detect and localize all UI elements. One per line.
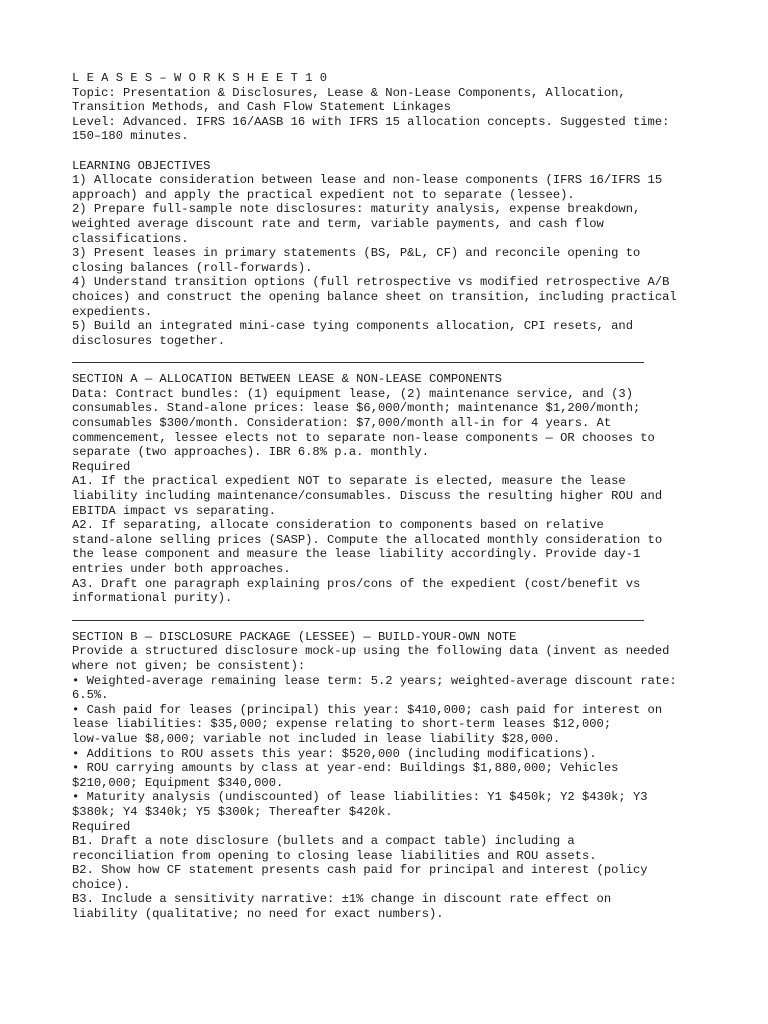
objectives-line: 1) Allocate consideration between lease and non-lease components (IFRS 16/IFRS 15 [72, 173, 663, 188]
objectives-line: disclosures together. [72, 333, 225, 348]
section-a-line: informational purity). [72, 591, 233, 606]
section-b-line: B3. Include a sensitivity narrative: ±1% change in discount rate effect on [72, 892, 612, 907]
section-b [72, 630, 712, 922]
section-divider [72, 620, 644, 621]
objectives-line: 3) Present leases in primary statements (BS, P&L, CF) and reconcile opening to [72, 246, 641, 261]
objectives-line: expedients. [72, 304, 153, 319]
section-a-heading: SECTION A — ALLOCATION BETWEEN LEASE & NON-LEASE COMPONENTS [72, 372, 502, 387]
section-a-line: A3. Draft one paragraph explaining pros/cons of the expedient (cost/benefit vs [72, 576, 641, 591]
section-a-line: liability including maintenance/consumables. Discuss the resulting higher ROU and [72, 489, 663, 504]
section-b-line: low-value $8,000; variable not included in lease liability $28,000. [72, 731, 561, 746]
level-line-2: 150–180 minutes. [72, 129, 189, 144]
section-b-heading: SECTION B — DISCLOSURE PACKAGE (LESSEE) — BUILD-YOUR-OWN NOTE [72, 629, 517, 644]
section-a [72, 372, 712, 606]
topic-line-1: Topic: Presentation & Disclosures, Lease & Non-Lease Components, Allocation, [72, 85, 626, 100]
section-b-line: • Weighted-average remaining lease term: 5.2 years; weighted-average discount rate: [72, 673, 677, 688]
section-b-line: • Cash paid for leases (principal) this year: $410,000; cash paid for interest on [72, 702, 663, 717]
section-b-line: • ROU carrying amounts by class at year-end: Buildings $1,880,000; Vehicles [72, 761, 619, 776]
section-b-line: Provide a structured disclosure mock-up using the following data (invent as needed [72, 644, 670, 659]
section-a-line: separate (two approaches). IBR 6.8% p.a. monthly. [72, 445, 429, 460]
section-b-line: • Additions to ROU assets this year: $520,000 (including modifications). [72, 746, 597, 761]
section-a-line: stand-alone selling prices (SASP). Compute the allocated monthly consideration to [72, 532, 663, 547]
section-b-line: B2. Show how CF statement presents cash paid for principal and interest (policy [72, 863, 648, 878]
objectives-line: weighted average discount rate and term, variable payments, and cash flow [72, 216, 604, 231]
worksheet-page [72, 71, 712, 922]
objectives-line: 5) Build an integrated mini-case tying components allocation, CPI resets, and [72, 319, 633, 334]
section-b-line: liability (qualitative; no need for exact numbers). [72, 907, 444, 922]
learning-objectives [72, 159, 712, 349]
section-a-required: Required [72, 459, 131, 474]
section-b-line: 6.5%. [72, 688, 109, 703]
objectives-line: approach) and apply the practical expedient not to separate (lessee). [72, 187, 575, 202]
worksheet-title: L E A S E S – W O R K S H E E T 1 0 [72, 71, 327, 85]
section-divider [72, 362, 644, 363]
section-a-line: Data: Contract bundles: (1) equipment lease, (2) maintenance service, and (3) [72, 386, 633, 401]
section-a-line: A2. If separating, allocate consideration to components based on relative [72, 518, 604, 533]
worksheet-header [72, 71, 712, 144]
section-b-line: lease liabilities: $35,000; expense relating to short-term leases $12,000; [72, 717, 612, 732]
section-a-line: entries under both approaches. [72, 562, 291, 576]
section-b-line: $210,000; Equipment $340,000. [72, 775, 284, 790]
section-b-line: reconciliation from opening to closing lease liabilities and ROU assets. [72, 848, 597, 863]
objectives-line: closing balances (roll-forwards). [72, 260, 313, 275]
section-b-line: • Maturity analysis (undiscounted) of lease liabilities: Y1 $450k; Y2 $430k; Y3 [72, 790, 648, 805]
section-b-required: Required [72, 819, 131, 834]
section-a-line: consumables $300/month. Consideration: $7,000/month all-in for 4 years. At [72, 416, 612, 431]
section-b-line: $380k; Y4 $340k; Y5 $300k; Thereafter $420k. [72, 804, 393, 819]
objectives-line: choices) and construct the opening balance sheet on transition, including practical [72, 289, 677, 304]
spacer [72, 144, 712, 159]
section-a-line: consumables. Stand-alone prices: lease $6,000/month; maintenance $1,200/month; [72, 401, 641, 416]
section-b-line: where not given; be consistent): [72, 658, 306, 673]
section-a-line: EBITDA impact vs separating. [72, 503, 276, 518]
section-a-line: commencement, lessee elects not to separate non-lease components — OR chooses to [72, 430, 655, 445]
section-b-line: choice). [72, 877, 131, 892]
section-a-line: the lease component and measure the lease liability accordingly. Provide day-1 [72, 547, 641, 562]
objectives-heading: LEARNING OBJECTIVES [72, 158, 211, 173]
section-b-line: B1. Draft a note disclosure (bullets and a compact table) including a [72, 834, 575, 849]
section-a-line: A1. If the practical expedient NOT to separate is elected, measure the lease [72, 474, 626, 489]
level-line-1: Level: Advanced. IFRS 16/AASB 16 with IFRS 15 allocation concepts. Suggested time: [72, 114, 670, 129]
objectives-line: classifications. [72, 231, 189, 246]
objectives-line: 4) Understand transition options (full retrospective vs modified retrospective A/B [72, 275, 670, 290]
topic-line-2: Transition Methods, and Cash Flow Statement Linkages [72, 100, 451, 115]
objectives-line: 2) Prepare full-sample note disclosures: maturity analysis, expense breakdown, [72, 202, 641, 217]
